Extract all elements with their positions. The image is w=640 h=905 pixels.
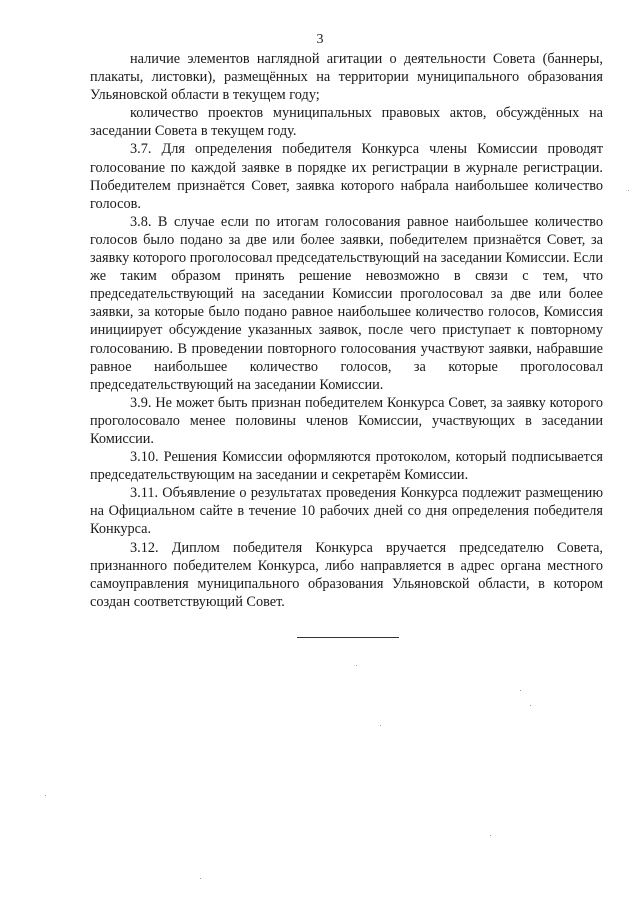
scan-speck bbox=[356, 665, 357, 666]
paragraph-3-12: 3.12. Диплом победителя Конкурса вручается председателю Совета, признанного победителем Конкурса, либо направляется в адрес органа местного самоуправления муниципального образования Ульяновской области, в котором создан соответствующий Совет. bbox=[90, 539, 603, 610]
paragraph-draft-acts-count: количество проектов муниципальных правовых актов, обсуждённых на заседании Совета в текущем году. bbox=[90, 105, 603, 140]
document-body bbox=[90, 50, 603, 611]
scan-speck bbox=[490, 835, 491, 836]
scan-speck bbox=[628, 190, 629, 191]
scan-speck bbox=[380, 725, 381, 726]
paragraph-3-8: 3.8. В случае если по итогам голосования равное наибольшее количество голосов было подано за две или более заявки, победителем признаётся Совет, за заявку которого проголосовал председательствующий на заседании Комиссии. Если же таким образом принять решение невозможно в связи с тем, что председательствующий на заседании Комиссии проголосовал за две или более заявки, за которые было подано равное наибольшее количество голосов, Комиссия инициирует обсуждение указанных заявок, после чего приступает к повторному голосованию. В проведении повторного голосования участвуют заявки, набравшие равное наибольшее количество голосов, за которые проголосовал председательствующий на заседании Комиссии. bbox=[90, 213, 603, 393]
paragraph-agitation-elements: наличие элементов наглядной агитации о деятельности Совета (баннеры, плакаты, листовки), размещённых на территории муниципального образования Ульяновской области в текущем году; bbox=[90, 51, 603, 104]
paragraph-3-10: 3.10. Решения Комиссии оформляются протоколом, который подписывается председательствующим на заседании и секретарём Комиссии. bbox=[90, 449, 603, 484]
scan-speck bbox=[530, 705, 531, 706]
end-separator-line bbox=[297, 637, 399, 638]
paragraph-3-9: 3.9. Не может быть признан победителем Конкурса Совет, за заявку которого проголосовало менее половины членов Комиссии, участвующих в заседании Комиссии. bbox=[90, 394, 603, 447]
scan-speck bbox=[200, 878, 201, 879]
paragraph-3-7: 3.7. Для определения победителя Конкурса члены Комиссии проводят голосование по каждой заявке в порядке их регистрации в журнале регистрации. Победителем признаётся Совет, заявка которого набрала наибольшее количество голосов. bbox=[90, 141, 603, 212]
scan-speck bbox=[520, 690, 521, 691]
page-number: 3 bbox=[316, 32, 324, 47]
paragraph-3-11: 3.11. Объявление о результатах проведения Конкурса подлежит размещению на Официальном сайте в течение 10 рабочих дней со дня определения победителя Конкурса. bbox=[90, 485, 603, 538]
scan-speck bbox=[45, 795, 46, 796]
